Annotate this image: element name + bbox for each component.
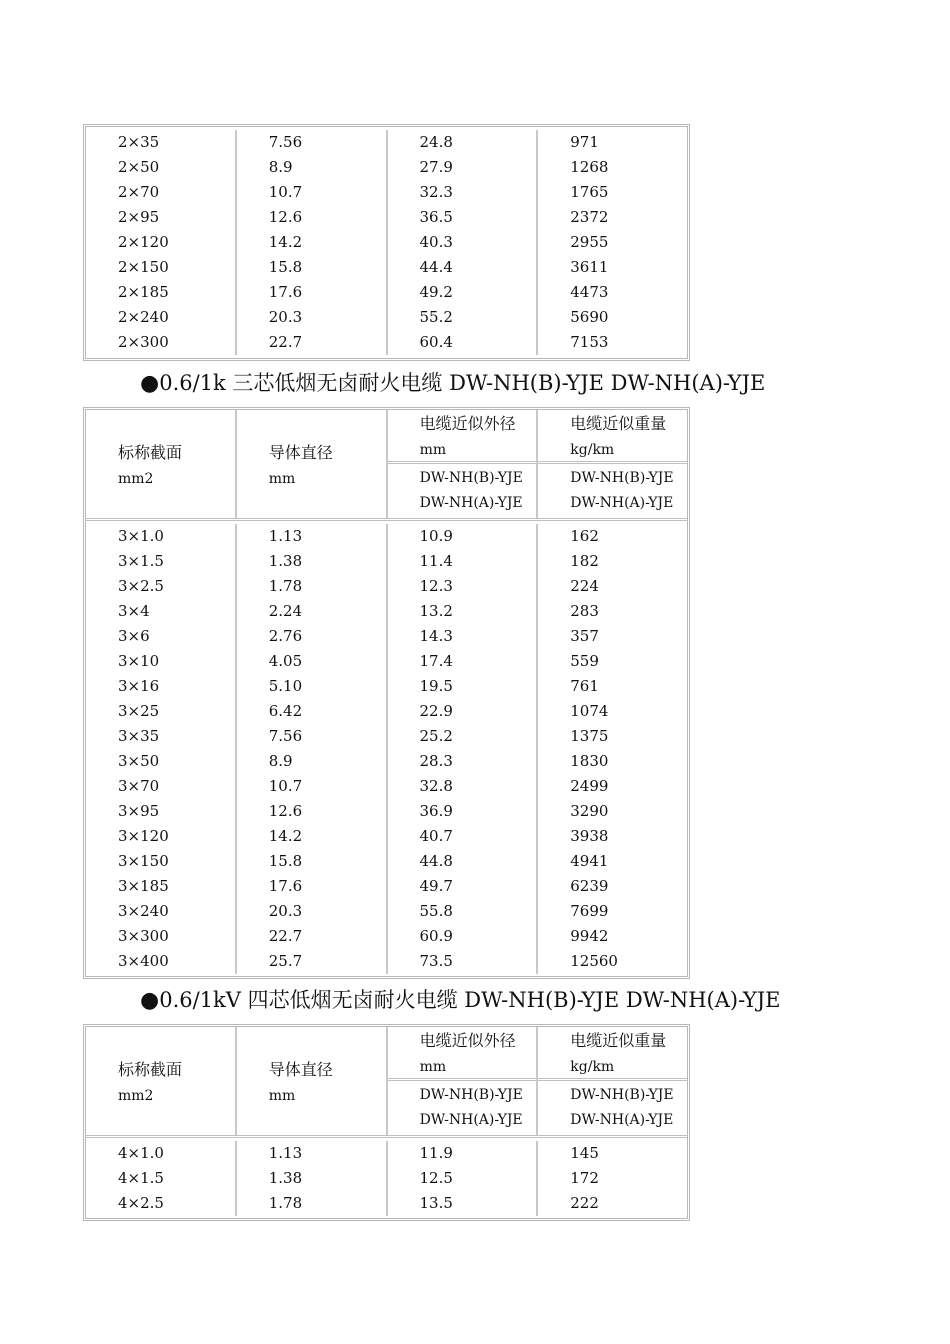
cell-weight: 283 <box>570 602 599 620</box>
cell-conductor-diameter: 14.2 <box>237 824 388 849</box>
cell-cross-section: 3×6 <box>86 624 237 649</box>
table-row <box>86 624 687 649</box>
cell-outer-diameter: 49.7 <box>388 874 539 899</box>
cell-conductor-diameter: 7.56 <box>237 724 388 749</box>
cell-cross-section: 3×70 <box>86 774 237 799</box>
cell-weight: 3290 <box>570 802 609 820</box>
cell-cross-section: 3×25 <box>86 699 237 724</box>
cell-conductor-diameter: 25.7 <box>237 949 388 974</box>
table-row <box>86 849 687 874</box>
cell-conductor-diameter: 1.38 <box>237 1166 388 1191</box>
cell-conductor-diameter: 10.7 <box>237 774 388 799</box>
cell-outer-diameter: 32.3 <box>388 180 539 205</box>
table-row <box>86 549 687 574</box>
cell-outer-diameter: 73.5 <box>388 949 539 974</box>
cell-conductor-diameter: 8.9 <box>237 155 388 180</box>
table-row <box>86 205 687 230</box>
table-row <box>86 574 687 599</box>
table-row <box>86 899 687 924</box>
cell-cross-section: 4×1.5 <box>86 1166 237 1191</box>
cell-conductor-diameter: 2.24 <box>237 599 388 624</box>
cell-outer-diameter: 40.3 <box>388 230 539 255</box>
cell-conductor-diameter: 17.6 <box>237 280 388 305</box>
cell-cross-section: 2×35 <box>86 130 237 155</box>
table-row <box>86 649 687 674</box>
section-title-three-core <box>140 368 765 399</box>
section-title-text: 0.6/1kV 四芯低烟无卤耐火电缆 DW-NH(B)-YJE DW-NH(A)-YJE <box>159 988 781 1012</box>
table-row <box>86 799 687 824</box>
bullet-icon: ● <box>140 371 160 396</box>
cell-weight: 4941 <box>570 852 609 870</box>
cell-weight: 7153 <box>570 333 609 351</box>
cell-outer-diameter: 13.5 <box>388 1191 539 1216</box>
cell-weight: 559 <box>570 652 599 670</box>
table-row <box>86 774 687 799</box>
section-title-four-core <box>140 985 780 1016</box>
cell-conductor-diameter: 5.10 <box>237 674 388 699</box>
table-header <box>86 1027 687 1138</box>
cell-weight: 1830 <box>570 752 609 770</box>
table-three-core <box>83 407 690 979</box>
cell-outer-diameter: 55.2 <box>388 305 539 330</box>
cell-outer-diameter: 19.5 <box>388 674 539 699</box>
cell-cross-section: 4×2.5 <box>86 1191 237 1216</box>
cell-cross-section: 3×50 <box>86 749 237 774</box>
cell-outer-diameter: 10.9 <box>388 524 539 549</box>
cell-conductor-diameter: 2.76 <box>237 624 388 649</box>
bullet-icon: ● <box>140 988 160 1013</box>
cell-outer-diameter: 60.4 <box>388 330 539 355</box>
table-row <box>86 255 687 280</box>
table-row <box>86 874 687 899</box>
cell-cross-section: 2×50 <box>86 155 237 180</box>
cell-outer-diameter: 11.4 <box>388 549 539 574</box>
cell-cross-section: 2×150 <box>86 255 237 280</box>
table-row <box>86 230 687 255</box>
cell-cross-section: 3×1.5 <box>86 549 237 574</box>
cell-conductor-diameter: 20.3 <box>237 899 388 924</box>
cell-conductor-diameter: 22.7 <box>237 924 388 949</box>
cell-conductor-diameter: 22.7 <box>237 330 388 355</box>
cell-weight: 1268 <box>570 158 609 176</box>
cell-outer-diameter: 36.9 <box>388 799 539 824</box>
header-weight: 电缆近似重量 kg/km DW-NH(B)-YJE DW-NH(A)-YJE <box>538 1027 687 1135</box>
cell-cross-section: 2×300 <box>86 330 237 355</box>
cell-cross-section: 3×150 <box>86 849 237 874</box>
table-header <box>86 410 687 521</box>
cell-weight: 162 <box>570 527 599 545</box>
cell-outer-diameter: 44.4 <box>388 255 539 280</box>
cell-outer-diameter: 11.9 <box>388 1141 539 1166</box>
table-row <box>86 599 687 624</box>
table-row <box>86 1191 687 1216</box>
cell-weight: 5690 <box>570 308 609 326</box>
cell-conductor-diameter: 7.56 <box>237 130 388 155</box>
cell-outer-diameter: 60.9 <box>388 924 539 949</box>
table-row <box>86 749 687 774</box>
cell-cross-section: 3×120 <box>86 824 237 849</box>
cell-weight: 182 <box>570 552 599 570</box>
cell-cross-section: 3×300 <box>86 924 237 949</box>
cell-outer-diameter: 17.4 <box>388 649 539 674</box>
cell-cross-section: 3×4 <box>86 599 237 624</box>
cell-cross-section: 2×185 <box>86 280 237 305</box>
cell-conductor-diameter: 8.9 <box>237 749 388 774</box>
header-weight: 电缆近似重量 kg/km DW-NH(B)-YJE DW-NH(A)-YJE <box>538 410 687 518</box>
table-row <box>86 824 687 849</box>
header-conductor-diameter: 导体直径 mm <box>237 410 388 518</box>
cell-outer-diameter: 32.8 <box>388 774 539 799</box>
cell-cross-section: 3×10 <box>86 649 237 674</box>
cell-weight: 971 <box>570 133 599 151</box>
cell-outer-diameter: 13.2 <box>388 599 539 624</box>
table-two-core <box>83 124 690 361</box>
table-row <box>86 330 687 355</box>
cell-conductor-diameter: 4.05 <box>237 649 388 674</box>
cell-outer-diameter: 12.5 <box>388 1166 539 1191</box>
cell-weight: 3938 <box>570 827 609 845</box>
cell-weight: 1765 <box>570 183 609 201</box>
cell-conductor-diameter: 14.2 <box>237 230 388 255</box>
cell-outer-diameter: 28.3 <box>388 749 539 774</box>
cell-cross-section: 3×400 <box>86 949 237 974</box>
cell-weight: 12560 <box>570 952 618 970</box>
table-body <box>86 521 687 976</box>
header-conductor-diameter: 导体直径 mm <box>237 1027 388 1135</box>
table-row <box>86 180 687 205</box>
cell-cross-section: 3×95 <box>86 799 237 824</box>
table-row <box>86 949 687 974</box>
cell-cross-section: 3×240 <box>86 899 237 924</box>
cell-outer-diameter: 27.9 <box>388 155 539 180</box>
cell-outer-diameter: 44.8 <box>388 849 539 874</box>
cell-conductor-diameter: 1.38 <box>237 549 388 574</box>
cell-conductor-diameter: 15.8 <box>237 849 388 874</box>
cell-conductor-diameter: 20.3 <box>237 305 388 330</box>
cell-weight: 761 <box>570 677 599 695</box>
table-row <box>86 924 687 949</box>
cell-weight: 1375 <box>570 727 609 745</box>
cell-conductor-diameter: 12.6 <box>237 205 388 230</box>
cell-weight: 6239 <box>570 877 609 895</box>
cell-cross-section: 3×1.0 <box>86 524 237 549</box>
cell-cross-section: 3×16 <box>86 674 237 699</box>
cell-cross-section: 3×2.5 <box>86 574 237 599</box>
cell-weight: 172 <box>570 1169 599 1187</box>
header-cross-section: 标称截面 mm2 <box>86 1027 237 1135</box>
cell-weight: 224 <box>570 577 599 595</box>
cell-outer-diameter: 14.3 <box>388 624 539 649</box>
cell-weight: 2499 <box>570 777 609 795</box>
cell-weight: 4473 <box>570 283 609 301</box>
cell-conductor-diameter: 1.78 <box>237 1191 388 1216</box>
section-title-text: 0.6/1k 三芯低烟无卤耐火电缆 DW-NH(B)-YJE DW-NH(A)-YJE <box>159 371 766 395</box>
table-row <box>86 724 687 749</box>
cell-outer-diameter: 36.5 <box>388 205 539 230</box>
cell-conductor-diameter: 17.6 <box>237 874 388 899</box>
cell-conductor-diameter: 10.7 <box>237 180 388 205</box>
cell-weight: 145 <box>570 1144 599 1162</box>
table-row <box>86 305 687 330</box>
cell-cross-section: 4×1.0 <box>86 1141 237 1166</box>
cell-conductor-diameter: 6.42 <box>237 699 388 724</box>
cell-cross-section: 3×185 <box>86 874 237 899</box>
table-body <box>86 1138 687 1218</box>
cell-outer-diameter: 12.3 <box>388 574 539 599</box>
table-four-core <box>83 1024 690 1221</box>
table-row <box>86 699 687 724</box>
cell-weight: 9942 <box>570 927 609 945</box>
cell-cross-section: 2×70 <box>86 180 237 205</box>
cell-outer-diameter: 40.7 <box>388 824 539 849</box>
table-row <box>86 1141 687 1166</box>
header-cross-section: 标称截面 mm2 <box>86 410 237 518</box>
cell-conductor-diameter: 1.13 <box>237 1141 388 1166</box>
cell-conductor-diameter: 12.6 <box>237 799 388 824</box>
cell-conductor-diameter: 15.8 <box>237 255 388 280</box>
cell-weight: 357 <box>570 627 599 645</box>
cell-outer-diameter: 24.8 <box>388 130 539 155</box>
cell-conductor-diameter: 1.13 <box>237 524 388 549</box>
table-row <box>86 155 687 180</box>
cell-conductor-diameter: 1.78 <box>237 574 388 599</box>
cell-cross-section: 2×95 <box>86 205 237 230</box>
cell-cross-section: 3×35 <box>86 724 237 749</box>
cell-weight: 2955 <box>570 233 609 251</box>
cell-weight: 1074 <box>570 702 609 720</box>
header-outer-diameter: 电缆近似外径 mm DW-NH(B)-YJE DW-NH(A)-YJE <box>388 1027 539 1135</box>
table-body <box>86 130 687 355</box>
cell-outer-diameter: 22.9 <box>388 699 539 724</box>
cell-weight: 3611 <box>570 258 609 276</box>
table-row <box>86 280 687 305</box>
table-row <box>86 130 687 155</box>
cell-weight: 2372 <box>570 208 609 226</box>
cell-weight: 7699 <box>570 902 609 920</box>
header-outer-diameter: 电缆近似外径 mm DW-NH(B)-YJE DW-NH(A)-YJE <box>388 410 539 518</box>
table-row <box>86 524 687 549</box>
cell-cross-section: 2×120 <box>86 230 237 255</box>
cell-cross-section: 2×240 <box>86 305 237 330</box>
cell-weight: 222 <box>570 1194 599 1212</box>
cell-outer-diameter: 49.2 <box>388 280 539 305</box>
cell-outer-diameter: 55.8 <box>388 899 539 924</box>
table-row <box>86 674 687 699</box>
table-row <box>86 1166 687 1191</box>
cell-outer-diameter: 25.2 <box>388 724 539 749</box>
